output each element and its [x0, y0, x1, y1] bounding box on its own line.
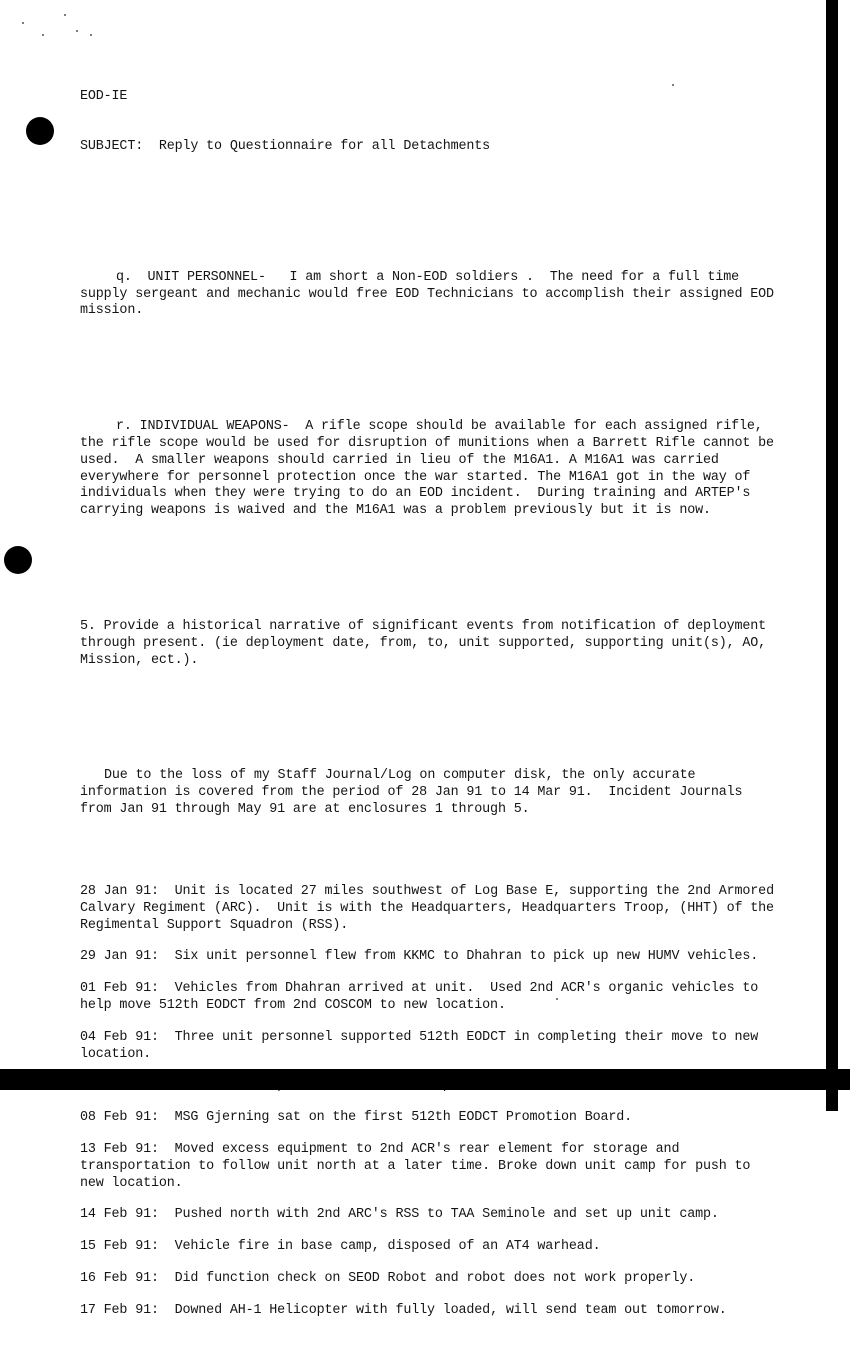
journal-entry — [80, 1207, 780, 1224]
entry-date: 14 Feb 91: — [80, 1207, 159, 1223]
entry-date: 15 Feb 91: — [80, 1239, 159, 1255]
journal-entries — [80, 869, 780, 1320]
punch-hole — [26, 117, 54, 145]
entry-date: 17 Feb 91: — [80, 1302, 159, 1318]
journal-entry — [80, 1303, 780, 1320]
journal-entry — [80, 1030, 780, 1064]
entry-date: 28 Jan 91: — [80, 884, 159, 900]
entry-date: 04 Feb 91: — [80, 1029, 159, 1045]
office-symbol: EOD-IE — [80, 88, 128, 104]
journal-entry — [80, 1271, 780, 1288]
scan-speck — [22, 22, 24, 24]
journal-entry — [80, 1239, 780, 1256]
entry-date: 16 Feb 91: — [80, 1271, 159, 1287]
entry-text: Downed AH-1 Helicopter with fully loaded, will send team out tomorrow. — [174, 1302, 727, 1318]
paragraph-q-unit-personnel: q. UNIT PERSONNEL- I am short a Non-EOD soldiers . The need for a full time supply sergeant and mechanic would free EOD Technicians to accomplish their assigned EOD mission. — [80, 269, 782, 319]
entry-text: Moved excess equipment to 2nd ACR's rear element for storage and transportation to follow unit north at a later time. Broke down unit camp for push to new location. — [80, 1142, 759, 1191]
entry-text: Vehicle fire in base camp, disposed of an AT4 warhead. — [174, 1239, 601, 1255]
paragraph-narrative-intro: Due to the loss of my Staff Journal/Log on computer disk, the only accurate information is covered from the period of 28 Jan 91 to 14 Mar 91. Incident Journals from Jan 91 through May 91 are at enclosures 1 through 5. — [80, 768, 751, 817]
scan-speck — [90, 34, 92, 36]
scan-speck — [64, 14, 66, 16]
journal-entry — [80, 884, 780, 934]
scan-border-bottom — [0, 1069, 850, 1090]
punch-hole — [4, 546, 32, 574]
subject-line: SUBJECT: Reply to Questionnaire for all Detachments — [80, 138, 491, 154]
entry-text: Three unit personnel supported 512th EODCT in completing their move to new location. — [80, 1029, 767, 1062]
journal-entry — [80, 1142, 780, 1192]
entry-text: Unit is located 27 miles southwest of Log Base E, supporting the 2nd Armored Calvary Regiment (ARC). Unit is with the Headquarters, Headquarters Troop, (HHT) of the Regimental Support Squadron (RSS). — [80, 884, 782, 933]
entry-date: 01 Feb 91: — [80, 981, 159, 997]
scan-speck — [42, 34, 44, 36]
journal-entry — [80, 949, 780, 966]
scan-speck — [76, 30, 78, 32]
journal-entry — [80, 981, 780, 1015]
entry-date: 13 Feb 91: — [80, 1142, 159, 1158]
journal-entry — [80, 1110, 780, 1127]
entry-text: Six unit personnel flew from KKMC to Dhahran to pick up new HUMV vehicles. — [174, 949, 759, 965]
paragraph-r-individual-weapons: r. INDIVIDUAL WEAPONS- A rifle scope should be available for each assigned rifle, the rifle scope would be used for disruption of munitions when a Barrett Rifle cannot be used. A smaller weapons should carried in lieu of the M16A1. A M16A1 was carried everywhere for personnel protection once the war started. The M16A1 got in the way of individuals when they were trying to do an EOD incident. During training and ARTEP's carrying weapons is waived and the M16A1 was a problem previously but it is now. — [80, 419, 782, 519]
entry-date: 29 Jan 91: — [80, 949, 159, 965]
entry-date: 08 Feb 91: — [80, 1110, 159, 1126]
document-body — [80, 55, 780, 1353]
scan-border-right — [826, 0, 838, 1111]
entry-text: Pushed north with 2nd ARC's RSS to TAA Seminole and set up unit camp. — [174, 1207, 719, 1223]
entry-text: Vehicles from Dhahran arrived at unit. Used 2nd ACR's organic vehicles to help move 512th EODCT from 2nd COSCOM to new location. — [80, 981, 767, 1014]
paragraph-5-narrative-request: 5. Provide a historical narrative of significant events from notification of deployment through present. (ie deployment date, from, to, unit supported, supporting unit(s), AO, Mission, ect.). — [80, 618, 774, 668]
entry-text: Did function check on SEOD Robot and robot does not work properly. — [174, 1271, 696, 1287]
entry-text: MSG Gjerning sat on the first 512th EODCT Promotion Board. — [174, 1110, 633, 1126]
